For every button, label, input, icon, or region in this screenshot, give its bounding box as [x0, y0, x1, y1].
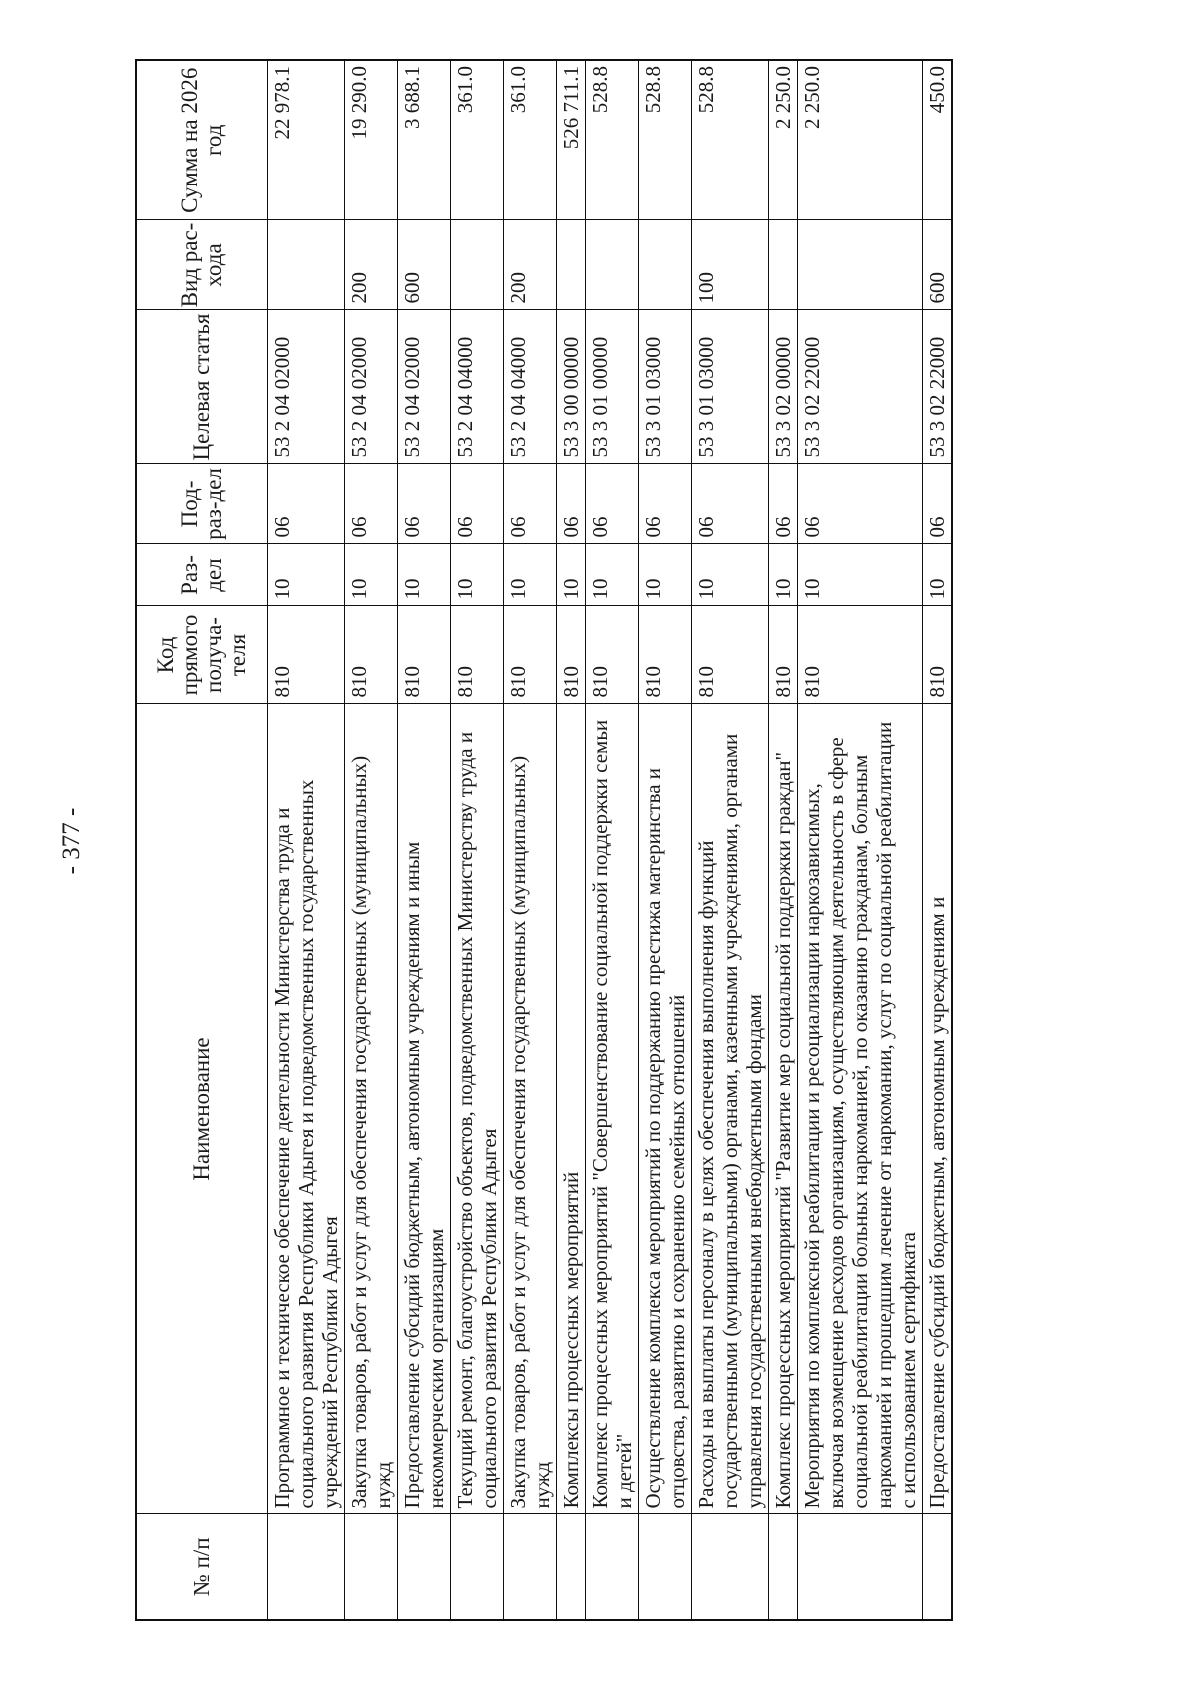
cell-subsection: 06	[345, 464, 398, 544]
cell-section: 10	[268, 544, 345, 606]
header-recipient-code: Код прямого получа-теля	[136, 606, 268, 704]
cell-sum-2026: 528.8	[586, 60, 639, 220]
table-body	[268, 60, 953, 1620]
table-row	[639, 60, 692, 1620]
cell-expense-type	[586, 220, 639, 310]
cell-section: 10	[639, 544, 692, 606]
cell-number	[557, 1514, 586, 1620]
cell-number	[923, 1514, 953, 1620]
cell-subsection: 06	[398, 464, 451, 544]
cell-subsection: 06	[586, 464, 639, 544]
cell-sum-2026: 528.8	[639, 60, 692, 220]
cell-section: 10	[504, 544, 557, 606]
cell-sum-2026: 3 688.1	[398, 60, 451, 220]
cell-sum-2026: 22 978.1	[268, 60, 345, 220]
cell-subsection: 06	[692, 464, 769, 544]
cell-recipient-code: 810	[639, 606, 692, 704]
cell-name: Комплекс процессных мероприятий "Совершенствование социальной поддержки семьи и детей"	[586, 704, 639, 1514]
cell-subsection: 06	[557, 464, 586, 544]
cell-number	[769, 1514, 798, 1620]
cell-expense-type	[268, 220, 345, 310]
cell-subsection: 06	[639, 464, 692, 544]
cell-expense-type: 600	[398, 220, 451, 310]
header-sum-2026: Сумма на 2026 год	[136, 60, 268, 220]
cell-target-article: 53 3 02 22000	[798, 310, 923, 464]
cell-sum-2026: 526 711.1	[557, 60, 586, 220]
cell-expense-type	[639, 220, 692, 310]
cell-subsection: 06	[268, 464, 345, 544]
cell-number	[345, 1514, 398, 1620]
cell-target-article: 53 2 04 02000	[268, 310, 345, 464]
cell-number	[398, 1514, 451, 1620]
cell-name: Программное и техническое обеспечение деятельности Министерства труда и социального развития Республики Адыгея и подведомственных государственных учреждений Республики Адыгея	[268, 704, 345, 1514]
cell-sum-2026: 361.0	[504, 60, 557, 220]
cell-section: 10	[557, 544, 586, 606]
cell-expense-type: 200	[504, 220, 557, 310]
cell-name: Закупка товаров, работ и услуг для обеспечения государственных (муниципальных) нужд	[345, 704, 398, 1514]
table-row	[451, 60, 504, 1620]
cell-name: Комплексы процессных мероприятий	[557, 704, 586, 1514]
cell-subsection: 06	[451, 464, 504, 544]
cell-target-article: 53 3 02 00000	[769, 310, 798, 464]
cell-sum-2026: 19 290.0	[345, 60, 398, 220]
cell-expense-type: 600	[923, 220, 953, 310]
cell-number	[268, 1514, 345, 1620]
cell-target-article: 53 2 04 04000	[504, 310, 557, 464]
header-name: Наименование	[136, 704, 268, 1514]
cell-target-article: 53 2 04 04000	[451, 310, 504, 464]
header-expense-type: Вид рас-хода	[136, 220, 268, 310]
cell-subsection: 06	[504, 464, 557, 544]
cell-sum-2026: 361.0	[451, 60, 504, 220]
table-header-row	[136, 60, 268, 1620]
cell-recipient-code: 810	[345, 606, 398, 704]
cell-target-article: 53 3 00 00000	[557, 310, 586, 464]
cell-sum-2026: 2 250.0	[798, 60, 923, 220]
cell-number	[451, 1514, 504, 1620]
cell-target-article: 53 2 04 02000	[398, 310, 451, 464]
cell-subsection: 06	[769, 464, 798, 544]
cell-section: 10	[769, 544, 798, 606]
header-number: № п/п	[136, 1514, 268, 1620]
header-section: Раз-дел	[136, 544, 268, 606]
cell-recipient-code: 810	[923, 606, 953, 704]
cell-expense-type	[557, 220, 586, 310]
table-row	[557, 60, 586, 1620]
cell-sum-2026: 528.8	[692, 60, 769, 220]
header-subsection: Под-раз-дел	[136, 464, 268, 544]
cell-name: Текущий ремонт, благоустройство объектов, подведомственных Министерству труда и социального развития Республики Адыгея	[451, 704, 504, 1514]
table-row	[504, 60, 557, 1620]
table-row	[769, 60, 798, 1620]
cell-number	[504, 1514, 557, 1620]
cell-target-article: 53 3 02 22000	[923, 310, 953, 464]
budget-table-container	[135, 61, 1065, 1621]
cell-number	[639, 1514, 692, 1620]
cell-target-article: 53 3 01 03000	[639, 310, 692, 464]
table-row	[398, 60, 451, 1620]
cell-recipient-code: 810	[451, 606, 504, 704]
table-row	[586, 60, 639, 1620]
cell-name: Осуществление комплекса мероприятий по поддержанию престижа материнства и отцовства, развитию и сохранению семейных отношений	[639, 704, 692, 1514]
cell-name: Расходы на выплаты персоналу в целях обеспечения выполнения функций государственными (муниципальными) органами, казенными учреждениями, органами управления государственными внебюджетными фондами	[692, 704, 769, 1514]
cell-section: 10	[451, 544, 504, 606]
cell-target-article: 53 2 04 02000	[345, 310, 398, 464]
cell-recipient-code: 810	[398, 606, 451, 704]
cell-section: 10	[345, 544, 398, 606]
cell-recipient-code: 810	[504, 606, 557, 704]
page-number: - 377 -	[58, 807, 85, 875]
cell-number	[798, 1514, 923, 1620]
cell-recipient-code: 810	[268, 606, 345, 704]
cell-expense-type	[451, 220, 504, 310]
cell-section: 10	[692, 544, 769, 606]
cell-recipient-code: 810	[557, 606, 586, 704]
cell-name: Предоставление субсидий бюджетным, автономным учреждениям и	[923, 704, 953, 1514]
table-row	[345, 60, 398, 1620]
table-row	[798, 60, 923, 1620]
cell-expense-type	[798, 220, 923, 310]
cell-number	[586, 1514, 639, 1620]
table-row	[692, 60, 769, 1620]
table-row	[268, 60, 345, 1620]
header-target-article: Целевая статья	[136, 310, 268, 464]
table-row	[923, 60, 953, 1620]
cell-expense-type: 200	[345, 220, 398, 310]
cell-number	[692, 1514, 769, 1620]
cell-recipient-code: 810	[586, 606, 639, 704]
cell-section: 10	[586, 544, 639, 606]
cell-subsection: 06	[798, 464, 923, 544]
cell-name: Предоставление субсидий бюджетным, автономным учреждениям и иным некоммерческим организациям	[398, 704, 451, 1514]
cell-sum-2026: 2 250.0	[769, 60, 798, 220]
cell-recipient-code: 810	[692, 606, 769, 704]
cell-target-article: 53 3 01 03000	[692, 310, 769, 464]
cell-sum-2026: 450.0	[923, 60, 953, 220]
cell-name: Мероприятия по комплексной реабилитации и ресоциализации наркозависимых, включая возмещение расходов организациям, осуществляющим деятельность в сфере социальной реабилитации больных наркоманией, по оказанию гражданам, больным наркоманией и прошедшим лечение от наркомании, услуг по социальной реабилитации с использованием сертификата	[798, 704, 923, 1514]
cell-section: 10	[798, 544, 923, 606]
cell-recipient-code: 810	[798, 606, 923, 704]
cell-recipient-code: 810	[769, 606, 798, 704]
cell-name: Закупка товаров, работ и услуг для обеспечения государственных (муниципальных) нужд	[504, 704, 557, 1514]
cell-target-article: 53 3 01 00000	[586, 310, 639, 464]
cell-subsection: 06	[923, 464, 953, 544]
cell-section: 10	[923, 544, 953, 606]
cell-expense-type	[769, 220, 798, 310]
budget-table	[135, 59, 953, 1621]
cell-section: 10	[398, 544, 451, 606]
cell-expense-type: 100	[692, 220, 769, 310]
cell-name: Комплекс процессных мероприятий "Развитие мер социальной поддержки граждан"	[769, 704, 798, 1514]
